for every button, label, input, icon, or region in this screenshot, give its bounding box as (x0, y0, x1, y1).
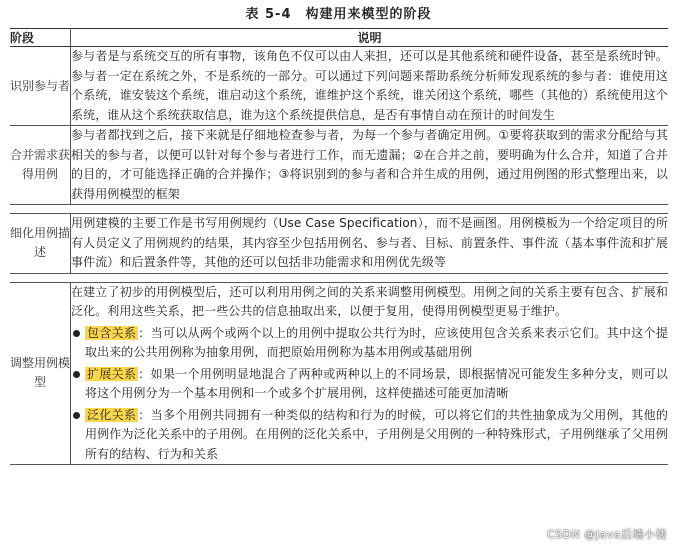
bullet-icon (73, 330, 80, 337)
description-cell: 参与者都找到之后，接下来就是仔细地检查参与者，为每一个参与者确定用例。①要将获取到的需求分配给与其相关的参与者，以便可以针对每个参与者进行工作，而无遗漏；②在合并之前，要明确为什么合并，知道了合并的目的，才可能选择正确的合并操作；③将识别到的参与者和合并生成的用例，通过用例图的形式整理出来，以获得用例模型的框架 (71, 126, 669, 205)
gap-cell (71, 273, 669, 282)
table-row-identify-actors (10, 47, 668, 126)
list-item-text: ：如果一个用例明显地混合了两种或两种以上的不同场景，即根据情况可能发生多种分支，则可以将这个用例分为一个基本用例和一个或多个扩展用例，这样使描述可能更加清晰 (85, 366, 668, 400)
list-item-extend (71, 365, 668, 404)
table-header-row (10, 29, 668, 47)
gap-cell (10, 273, 71, 282)
table-caption: 表 5-4 构建用来模型的阶段 (245, 7, 432, 22)
relation-list (71, 324, 668, 465)
highlighted-term: 泛化关系 (87, 407, 137, 422)
highlighted-term: 扩展关系 (87, 366, 137, 381)
watermark: CSDN @Java后端小楼 (546, 528, 667, 541)
list-item-generalize (71, 406, 668, 465)
stage-cell: 调整用例模型 (10, 282, 71, 465)
header-description: 说明 (71, 29, 669, 47)
gap-cell (10, 205, 71, 214)
row-gap (10, 273, 668, 282)
adjust-intro: 在建立了初步的用例模型后，还可以利用用例之间的关系来调整用例模型。用例之间的关系主要有包含、扩展和泛化。利用这些关系，把一些公共的信息抽取出来，以便于复用，使得用例模型更易于维护。 (71, 284, 668, 318)
header-stage: 阶段 (10, 29, 71, 47)
stage-cell: 识别参与者 (10, 47, 71, 126)
list-item-include (71, 324, 668, 363)
stage-cell: 合并需求获得用例 (10, 126, 71, 205)
list-item-text: ：当多个用例共同拥有一种类似的结构和行为的时候，可以将它们的共性抽象成为父用例，其他的用例作为泛化关系中的子用例。在用例的泛化关系中，子用例是父用例的一种特殊形式，子用例继承了父用例所有的结构、行为和关系 (85, 407, 668, 461)
stage-cell: 细化用例描述 (10, 214, 71, 274)
bullet-icon (73, 371, 80, 378)
table-row-refine-use-cases (10, 214, 668, 274)
list-item-text: ：当可以从两个或两个以上的用例中提取公共行为时，应该使用包含关系来表示它们。其中这个提取出来的公共用例称为抽象用例，而把原始用例称为基本用例或基础用例 (85, 325, 668, 359)
description-cell: 参与者是与系统交互的所有事物，该角色不仅可以由人来担，还可以是其他系统和硬件设备，甚至是系统时钟。参与者一定在系统之外，不是系统的一部分。可以通过下列问题来帮助系统分析师发现系统的参与者：谁使用这个系统，谁安装这个系统，谁启动这个系统，谁维护这个系统，谁关闭这个系统，哪些（其他的）系统使用这个系统，谁从这个系统获取信息，谁为这个系统提供信息，是否有事情自动在预计的时间发生 (71, 47, 669, 126)
description-cell: 用例建模的主要工作是书写用例规约（Use Case Specification），而不是画图。用例模板为一个给定项目的所有人员定义了用例规约的结果，其内容至少包括用例名、参与者、目标、前置条件、事件流（基本事件流和扩展事件流）和后置条件等，其他的还可以包括非功能需求和用例优先级等 (71, 214, 669, 274)
table-row-merge-requirements (10, 126, 668, 205)
row-gap (10, 205, 668, 214)
stages-table (10, 28, 668, 465)
description-cell (71, 282, 669, 465)
gap-cell (71, 205, 669, 214)
highlighted-term: 包含关系 (87, 325, 137, 340)
table-row-adjust-model (10, 282, 668, 465)
bullet-icon (73, 412, 80, 419)
